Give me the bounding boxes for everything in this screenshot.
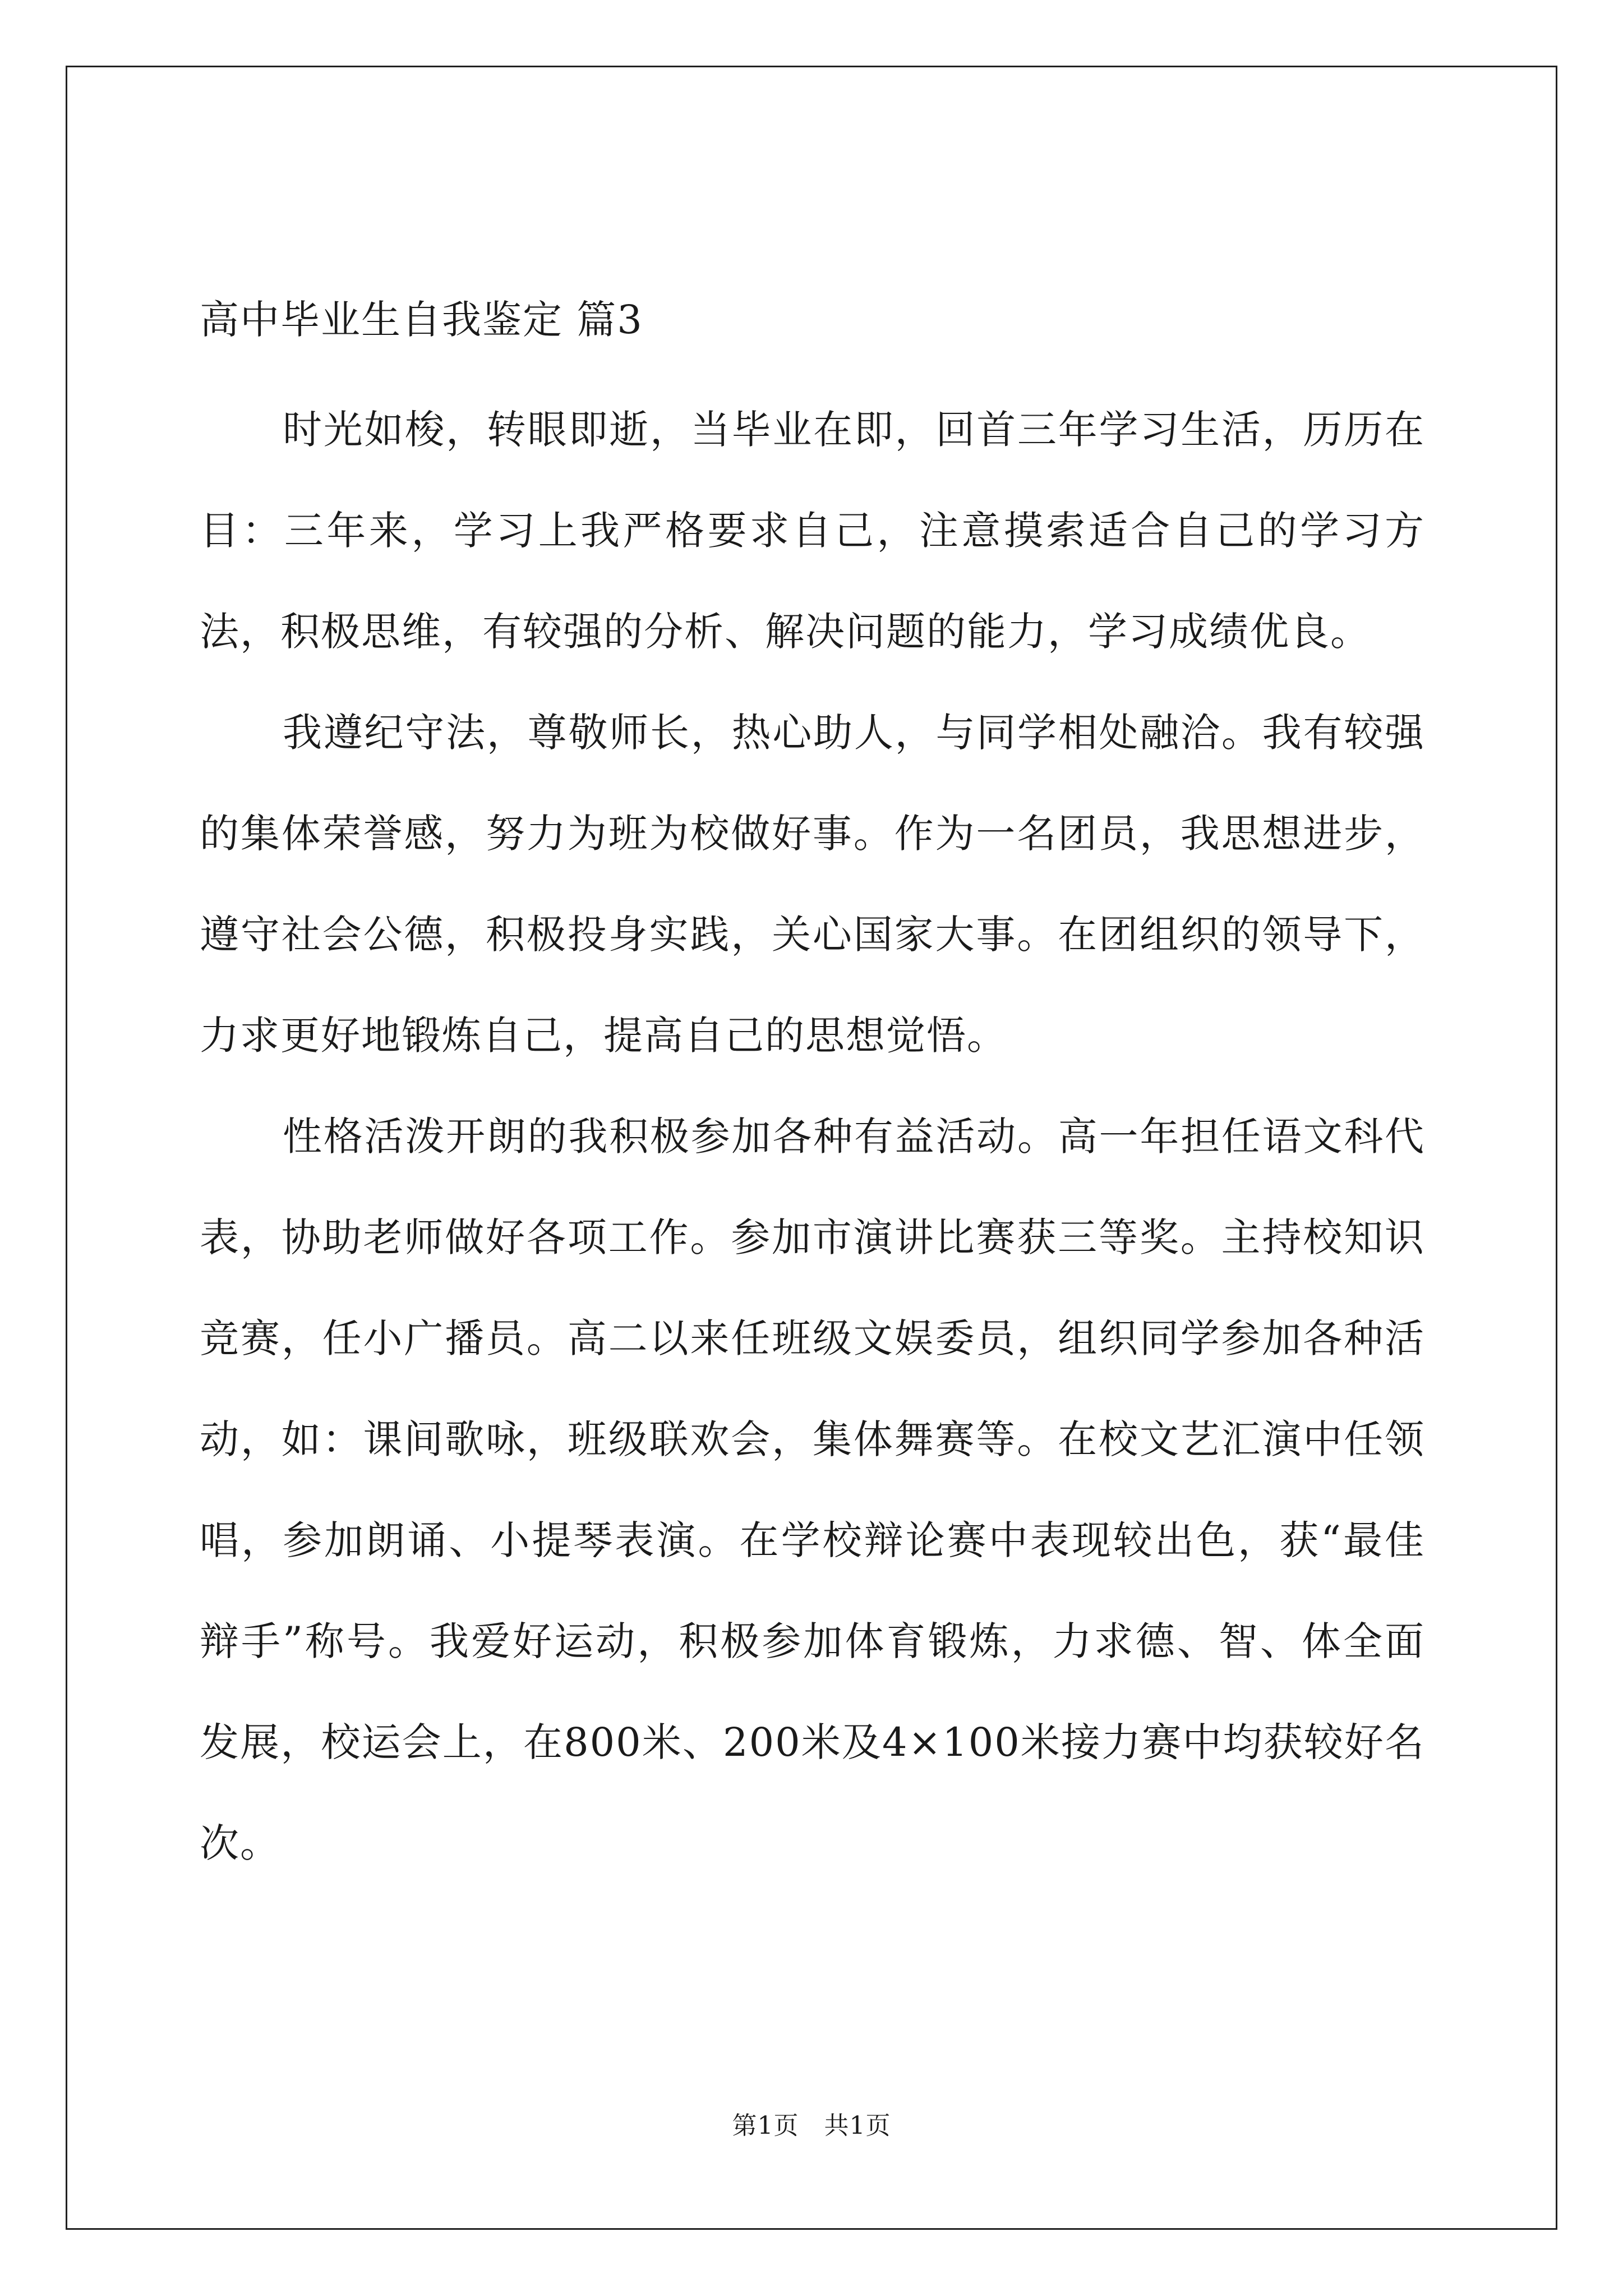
paragraph-1: 时光如梭，转眼即逝，当毕业在即，回首三年学习生活，历历在目：三年来，学习上我严格要求自己，注意摸索适合自己的学习方法，积极思维，有较强的分析、解决问题的能力，学习成绩优良。 bbox=[200, 407, 1425, 655]
paragraph-3: 性格活泼开朗的我积极参加各种有益活动。高一年担任语文科代表，协助老师做好各项工作。参加市演讲比赛获三等奖。主持校知识竞赛，任小广播员。高二以来任班级文娱委员，组织同学参加各种活动，如：课间歌咏，班级联欢会，集体舞赛等。在校文艺汇演中任领唱，参加朗诵、小提琴表演。在学校辩论赛中表现较出色，获“最佳辩手”称号。我爱好运动，积极参加体育锻炼，力求德、智、体全面发展，校运会上，在800米、200米及4×100米接力赛中均获较好名次。 bbox=[200, 1114, 1425, 1866]
page-number-footer: 第1页 共1页 bbox=[732, 2111, 891, 2140]
paragraph-2: 我遵纪守法，尊敬师长，热心助人，与同学相处融洽。我有较强的集体荣誉感，努力为班为校做好事。作为一名团员，我思想进步，遵守社会公德，积极投身实践，关心国家大事。在团组织的领导下，力求更好地锻炼自己，提高自己的思想觉悟。 bbox=[200, 710, 1425, 1059]
document-title: 高中毕业生自我鉴定 篇3 bbox=[200, 297, 643, 343]
document-body bbox=[200, 292, 1425, 1894]
